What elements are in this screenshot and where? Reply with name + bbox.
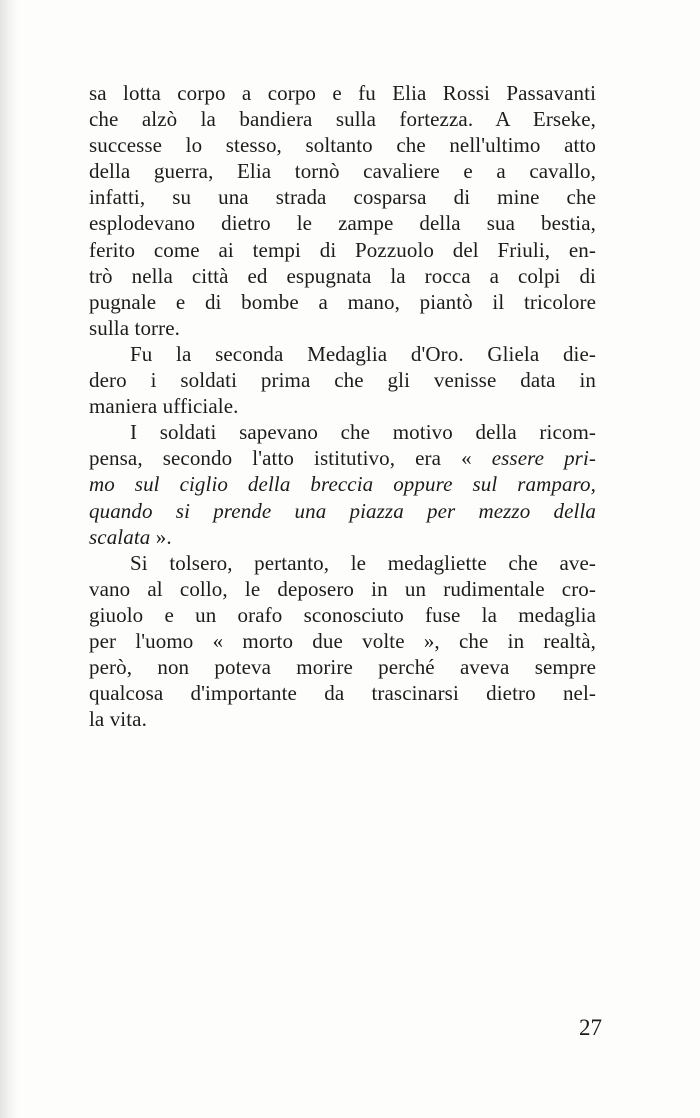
text-line: dero i soldati prima che gli venisse data in [89,368,596,393]
text-line: maniera ufficiale. [89,394,239,419]
text-line: successe lo stesso, soltanto che nell'ultimo atto [89,133,596,158]
text-line: pugnale e di bombe a mano, piantò il tricolore [89,289,596,314]
text-line: giuolo e un orafo sconosciuto fuse la medaglia [89,602,596,627]
page-number: 27 [579,1015,602,1040]
text-line: Fu la seconda Medaglia d'Oro. Gliela die- [130,341,596,366]
text-line [89,524,596,550]
binding-gutter-shadow [0,0,18,1118]
text-line: della guerra, Elia tornò cavaliere e a cavallo, [89,159,596,184]
text-line-roman: pensa, secondo l'atto istitutivo, era « [89,446,492,471]
paragraph-3 [89,419,596,549]
text-line-italic: quando si prende una piazza per mezzo della [89,498,596,523]
text-line: ferito come ai tempi di Pozzuolo del Friuli, en- [89,237,596,262]
text-line: trò nella città ed espugnata la rocca a colpi di [89,263,596,288]
text-line: che alzò la bandiera sulla fortezza. A Erseke, [89,107,596,132]
text-line: Si tolsero, pertanto, le medagliette che ave- [130,550,596,575]
text-line: infatti, su una strada cosparsa di mine che [89,185,596,210]
text-line: però, non poteva morire perché aveva sempre [89,655,596,680]
text-line: la vita. [89,707,147,732]
text-line-italic: essere pri- [491,446,596,471]
body-text [89,80,596,732]
text-line: esplodevano dietro le zampe della sua bestia, [89,211,596,236]
text-line: I soldati sapevano che motivo della ricom- [130,420,596,445]
paragraph-4 [89,550,596,733]
text-line: per l'uomo « morto due volte », che in realtà, [89,628,596,653]
text-line: vano al collo, le deposero in un rudimentale cro- [89,576,596,601]
text-line: sa lotta corpo a corpo e fu Elia Rossi Passavanti [89,81,596,105]
text-line-italic: mo sul ciglio della breccia oppure sul ramparo, [89,472,596,497]
paragraph-2 [89,341,596,419]
paragraph-1 [89,80,596,341]
text-line [89,445,596,471]
text-line: qualcosa d'importante da trascinarsi dietro nel- [89,681,596,706]
text-line-roman: ». [150,524,172,549]
text-line: sulla torre. [89,315,181,340]
text-line-italic: scalata [89,524,151,549]
